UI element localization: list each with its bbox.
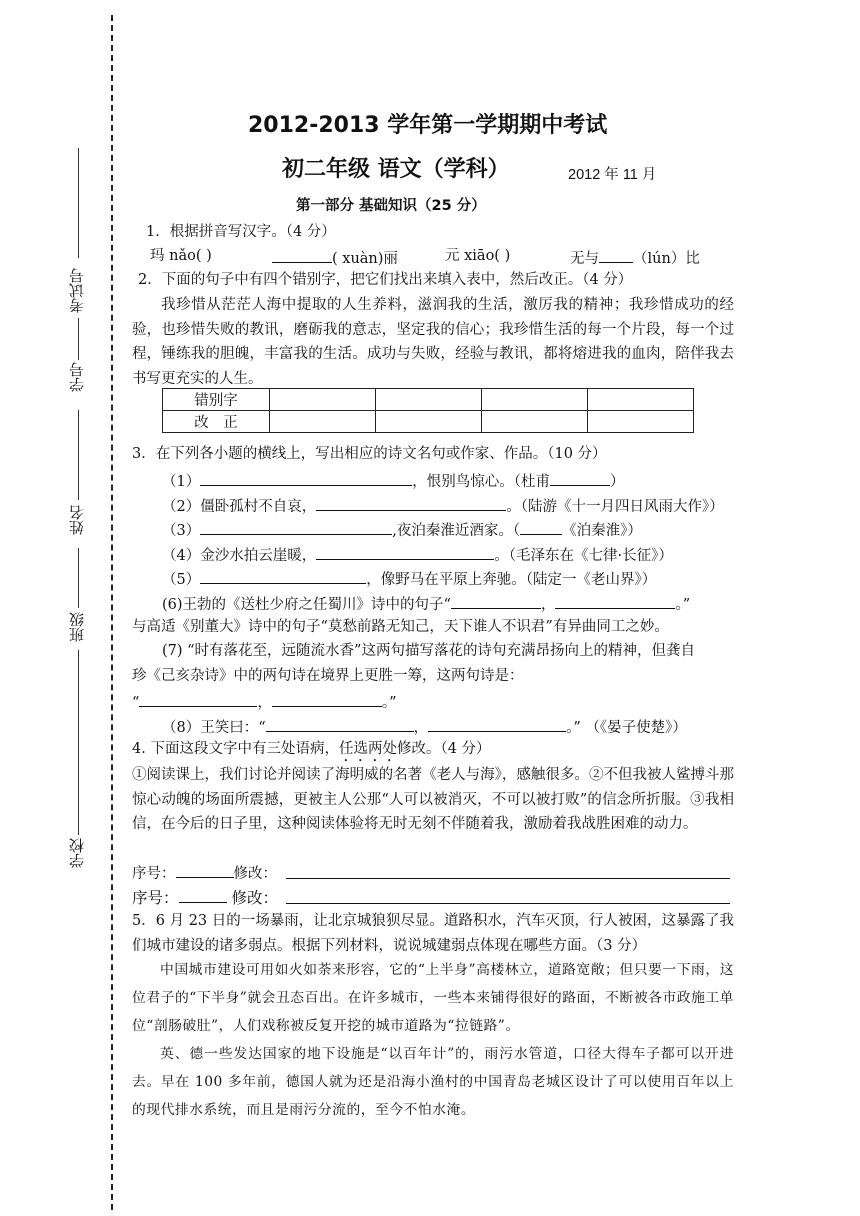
answer-blank[interactable] <box>428 715 566 732</box>
answer-cell[interactable] <box>482 389 588 411</box>
q3-line-6: (6)王勃的《送杜少府之任蜀川》诗中的句子“ ， 。” <box>162 592 690 615</box>
q4-answer-row-1: 序号： 修改： <box>132 861 277 884</box>
answer-blank[interactable] <box>200 469 412 486</box>
q3-line-7-cont: 珍《己亥杂诗》中的两句诗在境界上更胜一筹，这两句诗是： <box>132 668 524 684</box>
q5-material-2: 英、德一些发达国家的地下设施是“以百年计”的，雨污水管道，口径大得车子都可以开进去。早在 100 多年前，德国人就为还是沿海小渔村的中国青岛老城区设计了可以使用百年以上的现代排水系统，而且是雨污分流的，至今不怕水淹。 <box>132 1046 734 1118</box>
q4-prompt: 4. 下面这段文字中有三处语病，任选两处修改。（4 分） <box>132 741 491 757</box>
answer-cell[interactable] <box>588 411 694 433</box>
school-line <box>78 650 79 835</box>
answer-cell[interactable] <box>376 389 482 411</box>
answer-cell[interactable] <box>482 411 588 433</box>
class-label: 班级 <box>68 612 86 642</box>
q3-line-5: （5） ，像野马在平原上奔驰。（陆定一《老山界》） <box>162 567 656 590</box>
q1-item-1: 玛 nǎo( ) <box>150 248 212 264</box>
answer-blank[interactable] <box>451 592 541 609</box>
q2-passage: 我珍惜从茫茫人海中提取的人生养料，滋润我的生活，激厉我的精神；我珍惜成功的经验，也珍惜失败的教讯，磨砺我的意志，坚定我的信心；我珍惜生活的每一个片段，每一个过程，锤练我的胆魄，丰富我的生活。成功与失败，经验与教讯，都将熔进我的血肉，陪伴我去书写更充实的人生。 <box>132 297 734 387</box>
answer-cell[interactable] <box>270 411 376 433</box>
answer-blank[interactable] <box>555 592 675 609</box>
answer-blank[interactable] <box>200 518 392 535</box>
answer-blank[interactable] <box>550 469 610 486</box>
class-line <box>78 548 79 608</box>
answer-line[interactable] <box>286 903 730 904</box>
answer-blank[interactable] <box>266 715 414 732</box>
q1-item-3: 元 xiāo( ) <box>445 248 511 264</box>
q3-line-4: （4）金沙水拍云崖暖， 。（毛泽东在《七律·长征》） <box>162 543 673 566</box>
student-id-label: 学号 <box>68 362 86 392</box>
name-line <box>78 410 79 500</box>
answer-blank[interactable] <box>139 690 257 707</box>
answer-blank[interactable] <box>179 886 227 903</box>
answer-blank[interactable] <box>176 861 234 878</box>
part-one-heading: 第一部分 基础知识（25 分） <box>296 198 486 214</box>
name-label: 姓名 <box>68 505 86 535</box>
exam-subtitle: 初二年级 语文（学科） <box>282 157 510 182</box>
table-label-wrong-char: 错别字 <box>163 389 270 411</box>
answer-blank[interactable] <box>272 690 382 707</box>
answer-cell[interactable] <box>270 389 376 411</box>
answer-blank[interactable] <box>520 518 562 535</box>
answer-blank[interactable] <box>200 567 366 584</box>
school-label: 学校 <box>68 838 86 868</box>
exam-title: 2012-2013 学年第一学期期中考试 <box>248 113 608 138</box>
q3-line-1: （1） ，恨别鸟惊心。（杜甫 ） <box>162 469 624 492</box>
q5-prompt: 5．6 月 23 日的一场暴雨，让北京城狼狈尽显。道路积水，汽车灭顶，行人被困，这暴露了我们城市建设的诸多弱点。根据下列材料，说说城建弱点体现在哪些方面。（3 分） <box>132 913 734 954</box>
q4-answer-row-2: 序号： 修改： <box>132 886 278 908</box>
q3-prompt: 3．在下列各小题的横线上，写出相应的诗文名句或作家、作品。（10 分） <box>132 446 607 462</box>
answer-blank[interactable] <box>316 543 494 560</box>
q3-line-2: （2）僵卧孤村不自哀， 。（陆游《十一月四日风雨大作》） <box>162 494 724 517</box>
student-id-line <box>78 318 79 360</box>
answer-cell[interactable] <box>376 411 482 433</box>
exam-date: 2012 年 11 月 <box>568 167 657 183</box>
q5-material-1: 中国城市建设可用如火如荼来形容，它的“上半身”高楼林立，道路宽敞；但只要一下雨，这位君子的“下半身”就会丑态百出。在许多城市，一些本来铺得很好的路面，不断被各市政施工单位“剖肠破肚”，人们戏称被反复开挖的城市道路为“拉链路”。 <box>132 962 734 1034</box>
q3-line-8: （8）王笑曰：“ ， 。” （《晏子使楚》） <box>162 715 687 738</box>
emphasized-text: 任选两处 <box>338 741 397 757</box>
answer-cell[interactable] <box>588 389 694 411</box>
table-label-correction: 改 正 <box>163 411 270 433</box>
answer-blank[interactable] <box>272 246 332 263</box>
answer-line[interactable] <box>286 878 730 879</box>
q3-line-7: (7) “时有落花至，远随流水香”这两句描写落花的诗句充满昂扬向上的精神，但龚自 <box>162 643 695 659</box>
exam-number-label: 考试号 <box>68 268 86 313</box>
answer-blank[interactable] <box>316 494 506 511</box>
q3-line-7-answer: “ ， 。” <box>132 690 397 713</box>
exam-number-line <box>78 148 79 258</box>
q4-passage: ①阅读课上，我们讨论并阅读了海明威的名著《老人与海》，感触很多。②不但我被人鲨搏斗那惊心动魄的场面所震撼，更被主人公那“人可以被消灭，不可以被打败”的信念所折服。③我相信，在今后的日子里，这种阅读体验将无时无刻不伴随着我，激励着我战胜困难的动力。 <box>132 767 734 832</box>
q2-answer-table <box>162 388 694 433</box>
q3-line-3: （3） ,夜泊秦淮近酒家。（ 《泊秦淮》） <box>162 518 642 541</box>
answer-blank[interactable] <box>599 246 633 263</box>
binding-dashed-line <box>111 15 113 1210</box>
q1-item-4: 无与 （lún）比 <box>570 246 700 269</box>
q1-prompt: 1．根据拼音写汉字。（4 分） <box>146 224 336 240</box>
q3-line-6-cont: 与高适《别董大》诗中的句子“莫愁前路无知己，天下谁人不识君”有异曲同工之妙。 <box>132 619 669 635</box>
q2-prompt: 2．下面的句子中有四个错别字，把它们找出来填入表中，然后改正。（4 分） <box>138 272 633 288</box>
q1-item-2: ( xuàn)丽 <box>272 246 398 269</box>
